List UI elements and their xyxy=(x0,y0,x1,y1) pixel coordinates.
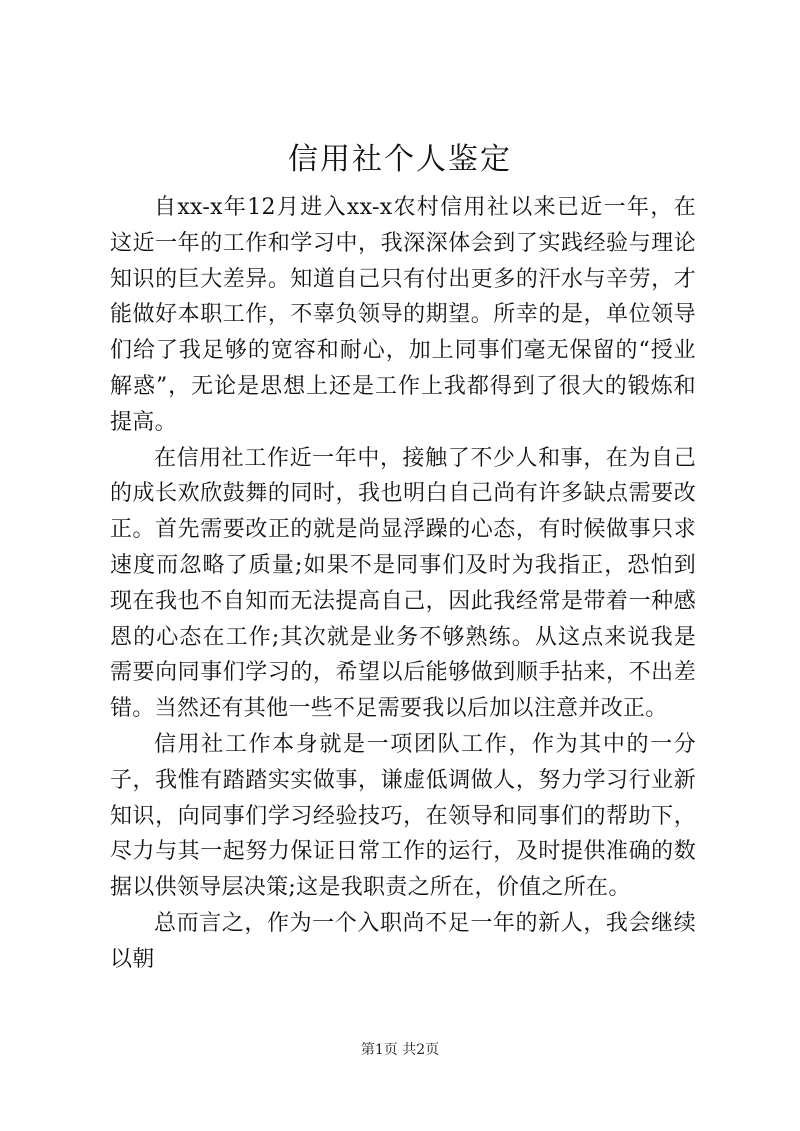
document-title: 信用社个人鉴定 xyxy=(288,142,512,177)
paragraph: 自xx-x年12月进入xx-x农村信用社以来已近一年，在这近一年的工作和学习中，我深深体会到了实践经验与理论知识的巨大差异。知道自己只有付出更多的汗水与辛劳，才能做好本职工作，不辜负领导的期望。所幸的是，单位领导们给了我足够的宽容和耐心，加上同事们毫无保留的“授业解惑”，无论是思想上还是工作上我都得到了很大的锻炼和提高。 xyxy=(110,195,696,435)
paragraph: 总而言之，作为一个入职尚不足一年的新人，我会继续以朝 xyxy=(110,910,696,972)
paragraph: 信用社工作本身就是一项团队工作，作为其中的一分子，我惟有踏踏实实做事，谦虚低调做人，努力学习行业新知识，向同事们学习经验技巧，在领导和同事们的帮助下，尽力与其一起努力保证日常工作的运行，及时提供准确的数据以供领导层决策;这是我职责之所在，价值之所在。 xyxy=(110,731,696,901)
paragraph: 在信用社工作近一年中，接触了不少人和事，在为自己的成长欢欣鼓舞的同时，我也明白自己尚有许多缺点需要改正。首先需要改正的就是尚显浮躁的心态，有时候做事只求速度而忽略了质量;如果不是同事们及时为我指正，恐怕到现在我也不自知而无法提高自己，因此我经常是带着一种感恩的心态在工作;其次就是业务不够熟练。从这点来说我是需要向同事们学习的，希望以后能够做到顺手拈来，不出差错。当然还有其他一些不足需要我以后加以注意并改正。 xyxy=(110,445,696,722)
document-body xyxy=(110,190,696,978)
page-number-footer: 第1页 共2页 xyxy=(360,1042,440,1058)
